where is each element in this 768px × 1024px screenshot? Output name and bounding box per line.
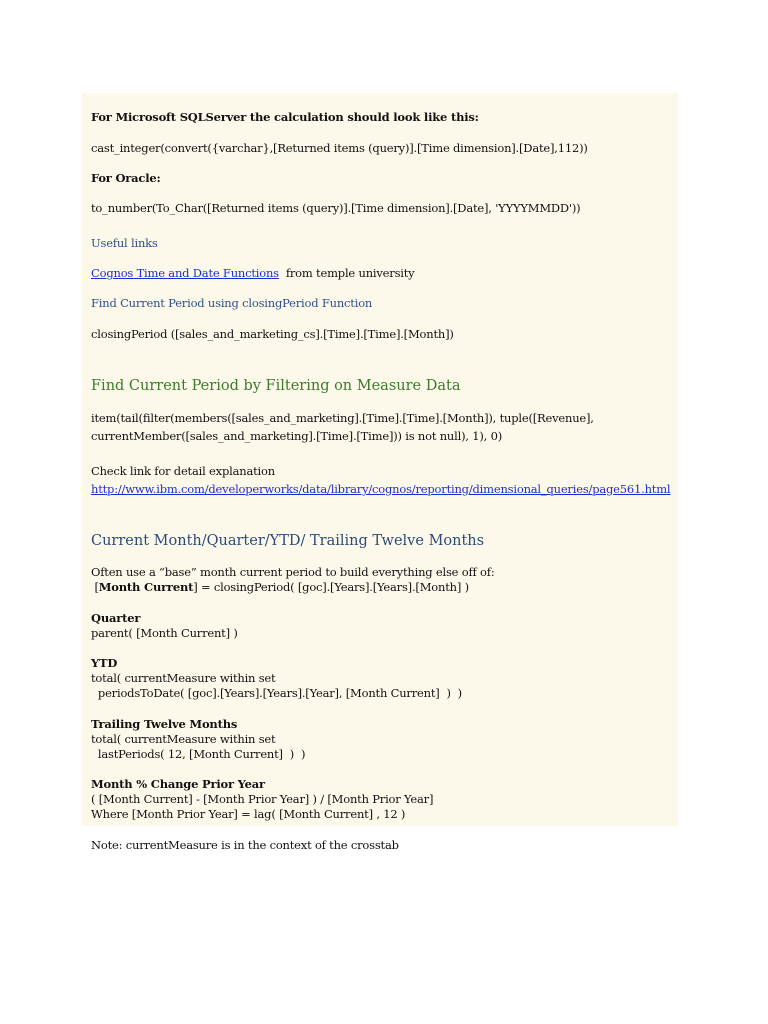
useful-links-heading: Useful links bbox=[91, 236, 158, 250]
oracle-code: to_number(To_Char([Returned items (query)].[Time dimension].[Date], 'YYYYMMDD')) bbox=[91, 201, 581, 215]
quarter-code: parent( [Month Current] ) bbox=[91, 626, 238, 640]
closing-period-heading: Find Current Period using closingPeriod Function bbox=[91, 296, 373, 310]
month-pct-change-line1: ( [Month Current] - [Month Prior Year] ) / [Month Prior Year] bbox=[91, 792, 434, 806]
ttm-code-line2: lastPeriods( 12, [Month Current] ) ) bbox=[91, 747, 306, 761]
crosstab-note: Note: currentMeasure is in the context of the crosstab bbox=[91, 838, 399, 852]
cognos-link-source: from temple university bbox=[285, 266, 415, 280]
cognos-time-date-link[interactable]: Cognos Time and Date Functions bbox=[91, 266, 279, 280]
ytd-code-line2: periodsToDate( [goc].[Years].[Years].[Year], [Month Current] ) ) bbox=[91, 686, 462, 700]
sqlserver-heading: For Microsoft SQLServer the calculation should look like this: bbox=[91, 110, 479, 124]
ytd-code-line1: total( currentMeasure within set bbox=[91, 671, 276, 685]
check-link-text: Check link for detail explanation bbox=[91, 464, 275, 478]
ytd-heading: YTD bbox=[91, 656, 118, 670]
filtering-code-line1: item(tail(filter(members([sales_and_marketing].[Time].[Time].[Month]), tuple([Revenue], bbox=[91, 411, 594, 425]
quarter-heading: Quarter bbox=[91, 611, 141, 625]
ibm-developerworks-link[interactable]: http://www.ibm.com/developerworks/data/library/cognos/reporting/dimensional_queries/page561.html bbox=[91, 482, 671, 496]
month-current-definition: [Month Current] = closingPeriod( [goc].[Years].[Years].[Month] ) bbox=[94, 580, 469, 594]
ttm-code-line1: total( currentMeasure within set bbox=[91, 732, 276, 746]
month-pct-change-line2: Where [Month Prior Year] = lag( [Month Current] , 12 ) bbox=[91, 807, 406, 821]
ttm-heading: Trailing Twelve Months bbox=[91, 717, 238, 731]
periods-intro: Often use a “base” month current period to build everything else off of: bbox=[91, 565, 495, 579]
filtering-heading: Find Current Period by Filtering on Measure Data bbox=[91, 378, 461, 394]
month-pct-change-heading: Month % Change Prior Year bbox=[91, 777, 265, 791]
periods-heading: Current Month/Quarter/YTD/ Trailing Twelve Months bbox=[91, 533, 485, 549]
month-current-label: Month Current bbox=[98, 580, 194, 594]
closing-period-code: closingPeriod ([sales_and_marketing_cs].[Time].[Time].[Month]) bbox=[91, 327, 454, 341]
cognos-link-line bbox=[91, 266, 414, 281]
sqlserver-code: cast_integer(convert({varchar},[Returned items (query)].[Time dimension].[Date],112)) bbox=[91, 141, 588, 155]
filtering-code-line2: currentMember([sales_and_marketing].[Time].[Time])) is not null), 1), 0) bbox=[91, 429, 502, 443]
oracle-heading: For Oracle: bbox=[91, 171, 161, 185]
